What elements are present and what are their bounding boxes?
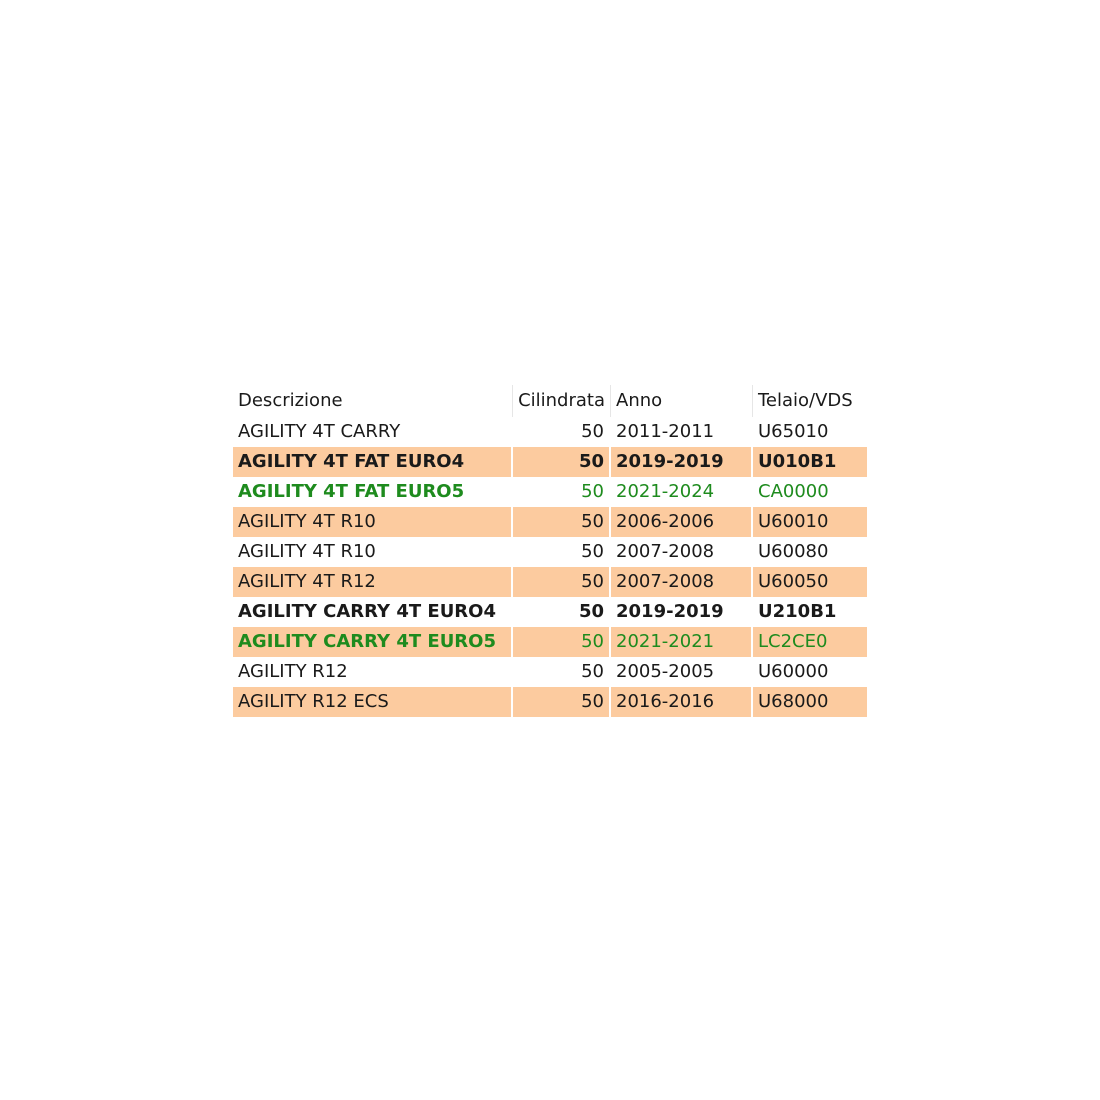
cell-telaio: U60050: [753, 567, 867, 597]
cell-telaio: U68000: [753, 687, 867, 717]
cell-telaio: U210B1: [753, 597, 867, 627]
cell-descrizione: AGILITY 4T R10: [233, 507, 513, 537]
cell-cilindrata: 50: [513, 687, 611, 717]
cell-cilindrata: 50: [513, 657, 611, 687]
cell-cilindrata: 50: [513, 447, 611, 477]
cell-anno: 2016-2016: [611, 687, 753, 717]
column-header-cilindrata[interactable]: Cilindrata: [513, 385, 611, 417]
cell-descrizione: AGILITY 4T FAT EURO5: [233, 477, 513, 507]
column-header-descrizione[interactable]: Descrizione: [233, 385, 513, 417]
cell-descrizione: AGILITY 4T FAT EURO4: [233, 447, 513, 477]
cell-cilindrata: 50: [513, 507, 611, 537]
cell-telaio: U65010: [753, 417, 867, 447]
table-row[interactable]: [233, 627, 867, 657]
vehicle-models-table-container: [233, 385, 867, 717]
table-body: [233, 417, 867, 717]
cell-cilindrata: 50: [513, 627, 611, 657]
table-row[interactable]: [233, 687, 867, 717]
cell-telaio: U010B1: [753, 447, 867, 477]
table-header-row: [233, 385, 867, 417]
table-row[interactable]: [233, 567, 867, 597]
cell-descrizione: AGILITY R12: [233, 657, 513, 687]
cell-telaio: U60010: [753, 507, 867, 537]
column-header-anno[interactable]: Anno: [611, 385, 753, 417]
cell-telaio: U60000: [753, 657, 867, 687]
cell-telaio: U60080: [753, 537, 867, 567]
cell-descrizione: AGILITY CARRY 4T EURO5: [233, 627, 513, 657]
cell-anno: 2011-2011: [611, 417, 753, 447]
cell-descrizione: AGILITY 4T R10: [233, 537, 513, 567]
cell-anno: 2019-2019: [611, 447, 753, 477]
cell-cilindrata: 50: [513, 477, 611, 507]
cell-cilindrata: 50: [513, 567, 611, 597]
cell-telaio: CA0000: [753, 477, 867, 507]
cell-cilindrata: 50: [513, 537, 611, 567]
table-row[interactable]: [233, 447, 867, 477]
cell-anno: 2006-2006: [611, 507, 753, 537]
cell-anno: 2007-2008: [611, 537, 753, 567]
cell-descrizione: AGILITY 4T CARRY: [233, 417, 513, 447]
cell-descrizione: AGILITY 4T R12: [233, 567, 513, 597]
table-row[interactable]: [233, 477, 867, 507]
cell-anno: 2021-2024: [611, 477, 753, 507]
vehicle-models-table: [233, 385, 867, 717]
table-row[interactable]: [233, 507, 867, 537]
cell-descrizione: AGILITY CARRY 4T EURO4: [233, 597, 513, 627]
cell-anno: 2007-2008: [611, 567, 753, 597]
cell-anno: 2021-2021: [611, 627, 753, 657]
cell-cilindrata: 50: [513, 417, 611, 447]
cell-anno: 2019-2019: [611, 597, 753, 627]
cell-descrizione: AGILITY R12 ECS: [233, 687, 513, 717]
table-row[interactable]: [233, 597, 867, 627]
cell-cilindrata: 50: [513, 597, 611, 627]
column-header-telaio[interactable]: Telaio/VDS: [753, 385, 867, 417]
table-row[interactable]: [233, 417, 867, 447]
table-row[interactable]: [233, 537, 867, 567]
cell-anno: 2005-2005: [611, 657, 753, 687]
table-row[interactable]: [233, 657, 867, 687]
cell-telaio: LC2CE0: [753, 627, 867, 657]
